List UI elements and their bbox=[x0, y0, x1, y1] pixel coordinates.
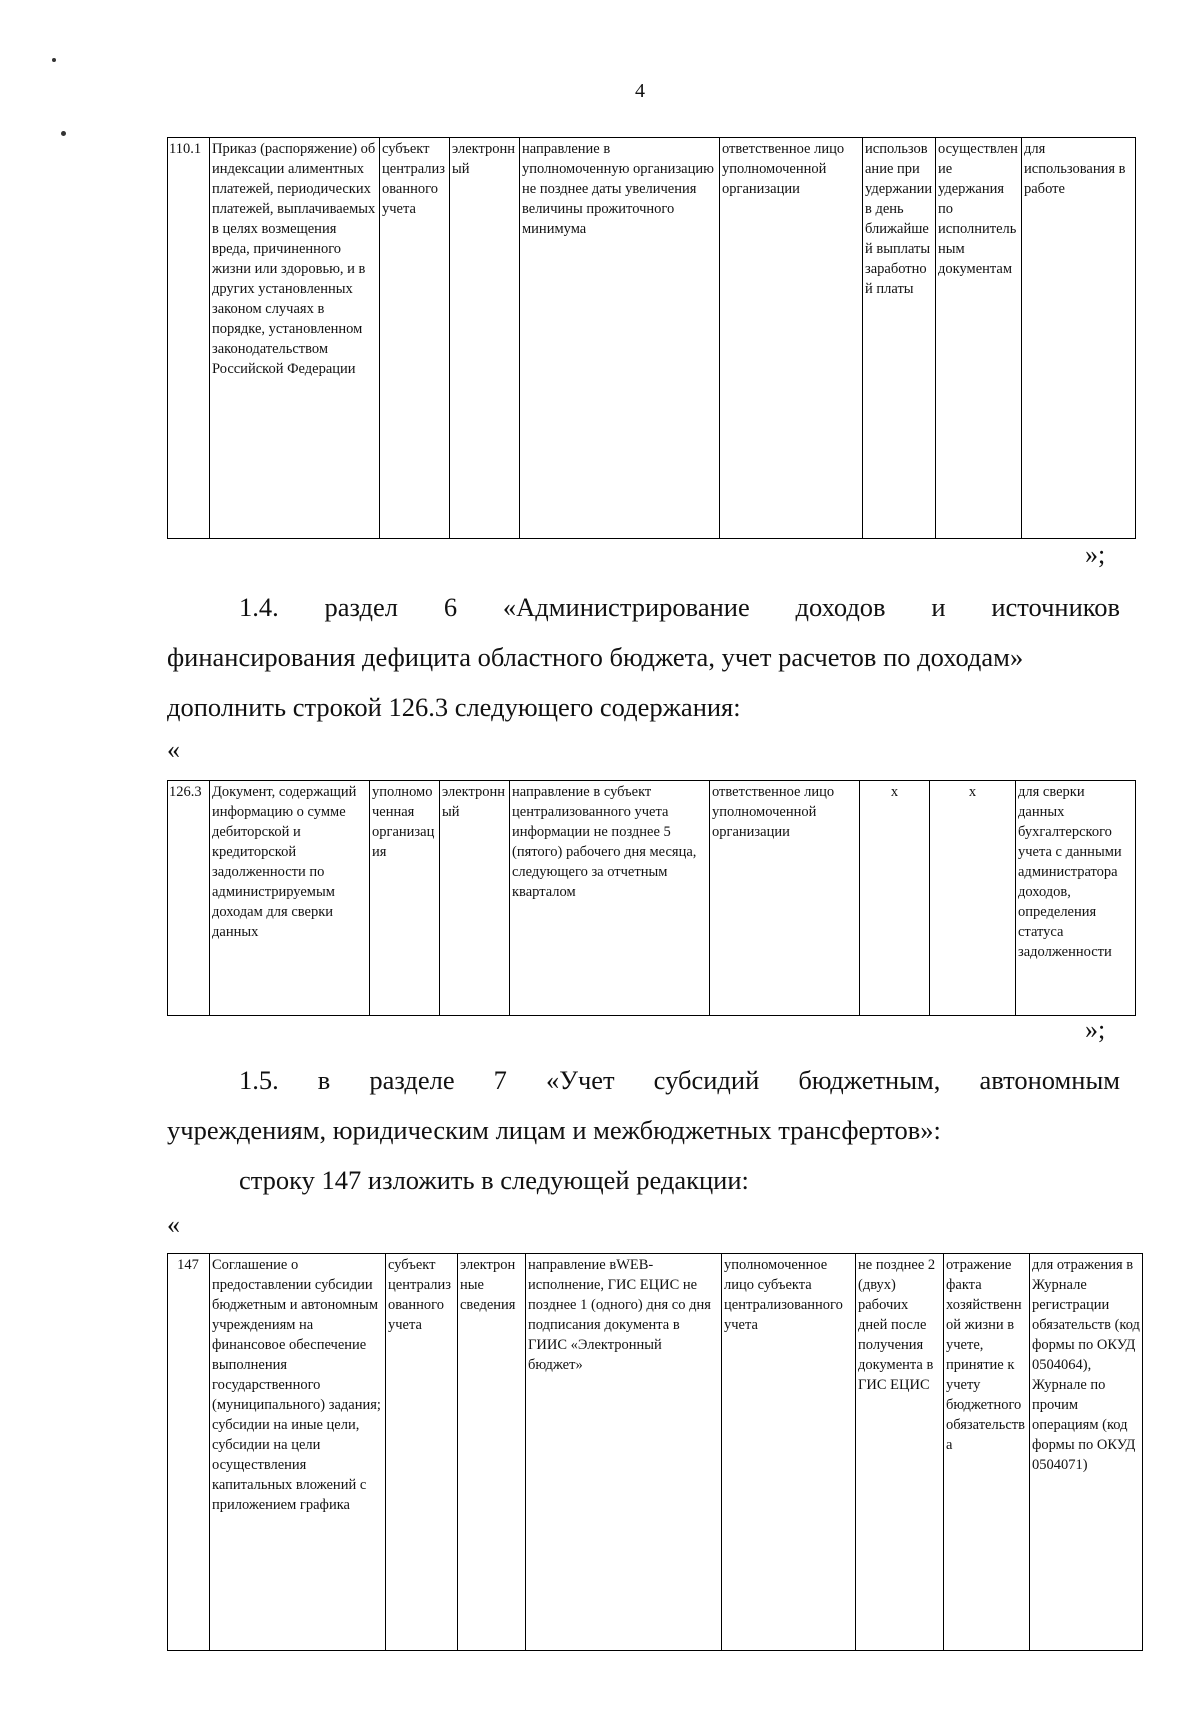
document-name-cell: Документ, содержащий информацию о сумме дебиторской и кредиторской задолженности по администрируемым доходам для сверки данных bbox=[210, 781, 370, 1016]
scan-artifact-dot bbox=[61, 131, 66, 136]
action-cell: направление вWEB-исполнение, ГИС ЕЦИС не позднее 1 (одного) дня со дня подписания документа в ГИИС «Электронный бюджет» bbox=[526, 1254, 722, 1651]
responsible-cell: ответственное лицо уполномоченной организации bbox=[710, 781, 860, 1016]
paragraph-1-5 bbox=[167, 1055, 1120, 1205]
producer-cell: уполномоченная организация bbox=[370, 781, 440, 1016]
action-cell: направление в уполномоченную организацию не позднее даты увеличения величины прожиточного минимума bbox=[520, 138, 720, 539]
document-name-cell: Соглашение о предоставлении субсидии бюджетным и автономным учреждениям на финансовое обеспечение выполнения государственного (муниципального) задания; субсидии на иные цели, субсидии на цели осуществления капитальных вложений с приложением графика bbox=[210, 1254, 386, 1651]
purpose-cell: для отражения в Журнале регистрации обязательств (код формы по ОКУД 0504064), Журнале по прочим операциям (код формы по ОКУД 0504071) bbox=[1030, 1254, 1143, 1651]
paragraph-line: 1.4. раздел 6 «Администрирование доходов и источников bbox=[239, 592, 1121, 622]
purpose-cell: для использования в работе bbox=[1022, 138, 1136, 539]
operation-cell: x bbox=[930, 781, 1016, 1016]
deadline-cell: использование при удержании в день ближайшей выплаты заработной платы bbox=[863, 138, 936, 539]
row-number: 126.3 bbox=[168, 781, 210, 1016]
form-cell: электронный bbox=[450, 138, 520, 539]
producer-cell: субъект централизованного учета bbox=[386, 1254, 458, 1651]
closing-quote: »; bbox=[1085, 540, 1106, 569]
paragraph-line: учреждениям, юридическим лицам и межбюджетных трансфертов»: bbox=[167, 1115, 941, 1145]
paragraph-1-4 bbox=[167, 582, 1120, 732]
document-name-cell: Приказ (распоряжение) об индексации алиментных платежей, периодических платежей, выплачиваемых в целях возмещения вреда, причиненного жизни или здоровью, и в других установленных законом случаях в порядке, установленном законодательством Российской Федерации bbox=[210, 138, 380, 539]
row-number: 110.1 bbox=[168, 138, 210, 539]
opening-quote: « bbox=[167, 1210, 180, 1239]
paragraph-line: 1.5. в разделе 7 «Учет субсидий бюджетным, автономным bbox=[239, 1065, 1121, 1095]
table-row-126-3 bbox=[167, 780, 1136, 1016]
paragraph-line: строку 147 изложить в следующей редакции: bbox=[239, 1165, 749, 1195]
producer-cell: субъект централизованного учета bbox=[380, 138, 450, 539]
opening-quote: « bbox=[167, 735, 180, 764]
responsible-cell: уполномоченное лицо субъекта централизованного учета bbox=[722, 1254, 856, 1651]
deadline-cell: x bbox=[860, 781, 930, 1016]
scan-artifact-dot bbox=[52, 58, 56, 62]
table-row-147 bbox=[167, 1253, 1143, 1651]
operation-cell: отражение факта хозяйственной жизни в учете, принятие к учету бюджетного обязательства bbox=[944, 1254, 1030, 1651]
action-cell: направление в субъект централизованного учета информации не позднее 5 (пятого) рабочего дня месяца, следующего за отчетным кварталом bbox=[510, 781, 710, 1016]
closing-quote: »; bbox=[1085, 1015, 1106, 1044]
paragraph-line: финансирования дефицита областного бюджета, учет расчетов по доходам» bbox=[167, 642, 1024, 672]
deadline-cell: не позднее 2 (двух) рабочих дней после получения документа в ГИС ЕЦИС bbox=[856, 1254, 944, 1651]
table-row-110-1 bbox=[167, 137, 1136, 539]
responsible-cell: ответственное лицо уполномоченной организации bbox=[720, 138, 863, 539]
form-cell: электронный bbox=[440, 781, 510, 1016]
row-number: 147 bbox=[168, 1254, 210, 1651]
page-number: 4 bbox=[635, 80, 645, 102]
paragraph-line: дополнить строкой 126.3 следующего содержания: bbox=[167, 692, 741, 722]
form-cell: электронные сведения bbox=[458, 1254, 526, 1651]
purpose-cell: для сверки данных бухгалтерского учета с данными администратора доходов, определения статуса задолженности bbox=[1016, 781, 1136, 1016]
operation-cell: осуществление удержания по исполнительным документам bbox=[936, 138, 1022, 539]
